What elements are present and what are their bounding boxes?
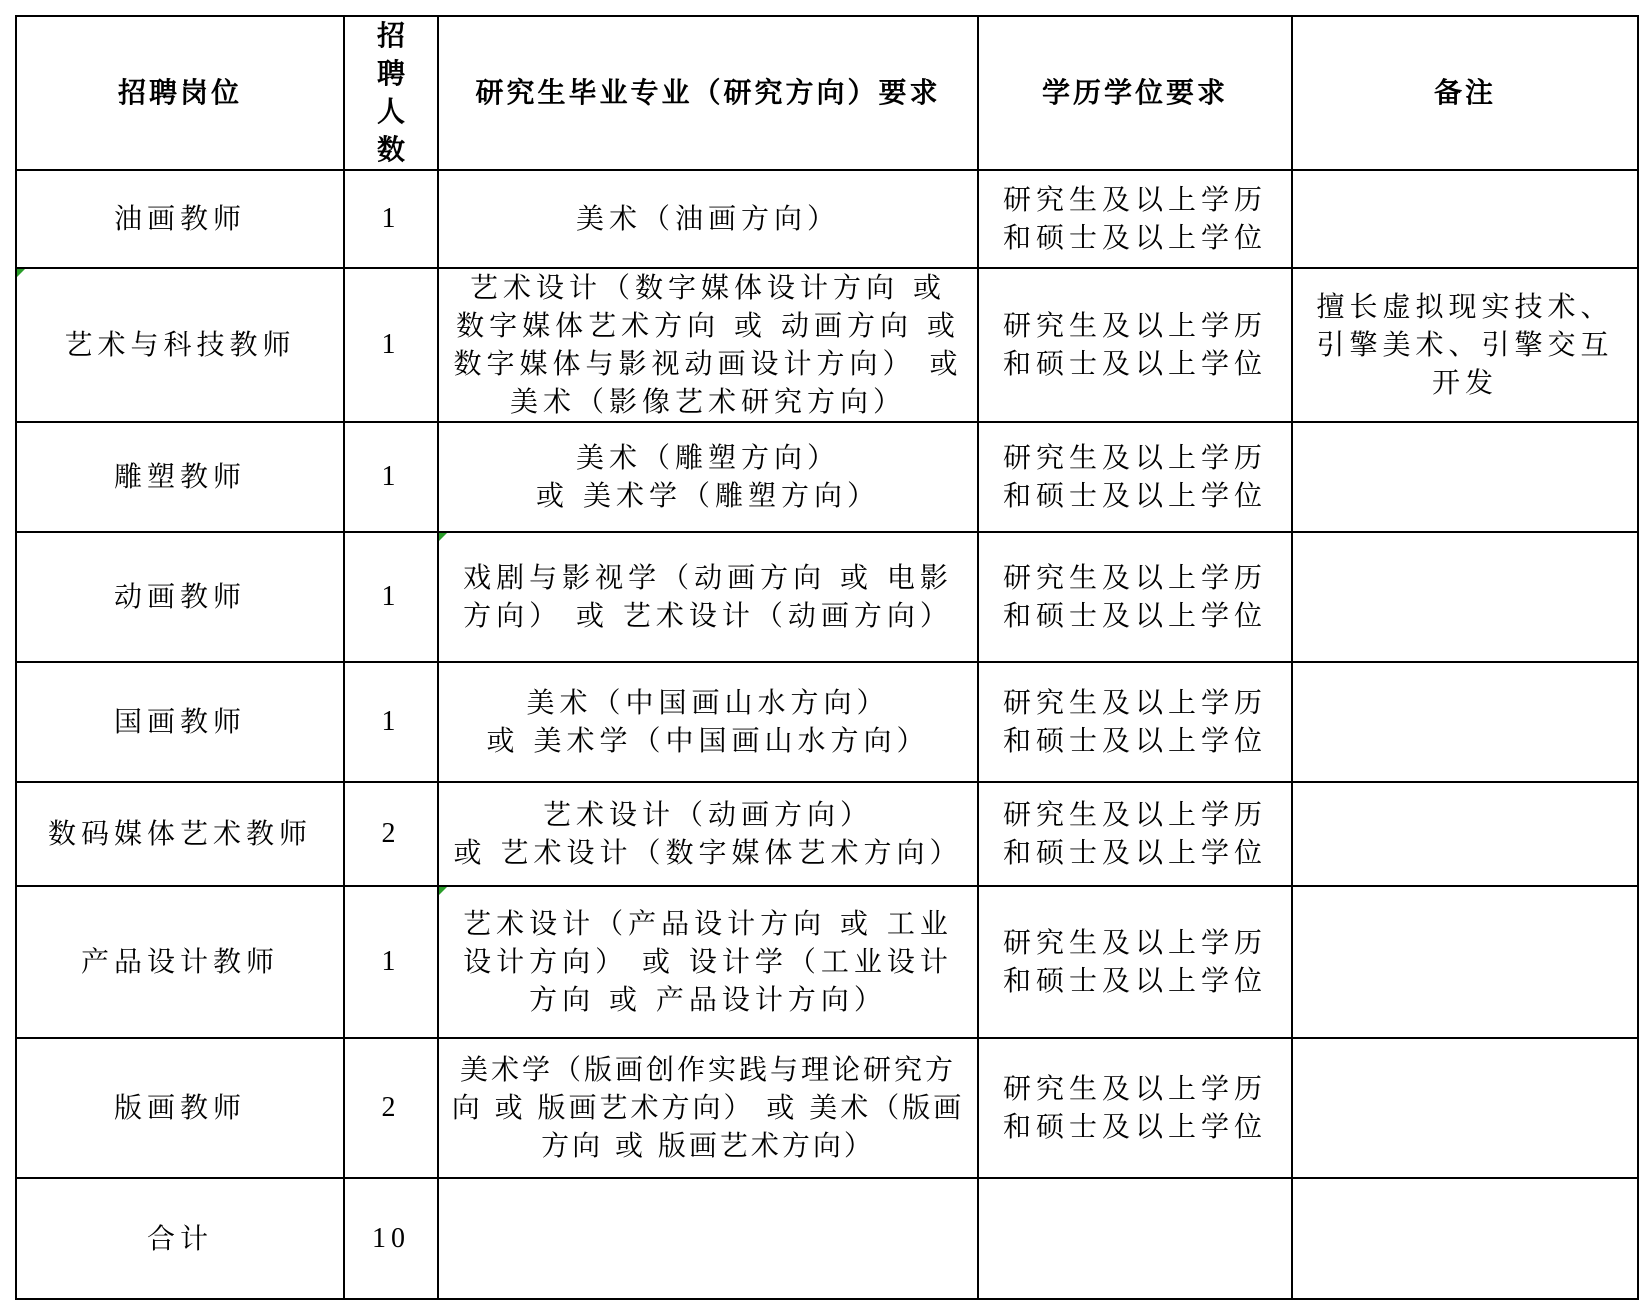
note-cell	[1292, 170, 1638, 268]
note-cell	[1292, 886, 1638, 1038]
table-row	[16, 532, 1638, 662]
position-cell: 版画教师	[16, 1038, 344, 1178]
note-cell	[1292, 662, 1638, 782]
count-cell: 2	[344, 782, 438, 886]
position-cell: 动画教师	[16, 532, 344, 662]
count-cell: 1	[344, 268, 438, 422]
count-cell: 1	[344, 662, 438, 782]
degree-cell: 研究生及以上学历和硕士及以上学位	[978, 532, 1292, 662]
major-cell: 美术（油画方向）	[438, 170, 978, 268]
table-row	[16, 422, 1638, 532]
degree-cell: 研究生及以上学历和硕士及以上学位	[978, 170, 1292, 268]
total-row	[16, 1178, 1638, 1299]
major-cell: 艺术设计（产品设计方向 或 工业设计方向） 或 设计学（工业设计方向 或 产品设计方向）	[438, 886, 978, 1038]
degree-cell: 研究生及以上学历和硕士及以上学位	[978, 662, 1292, 782]
position-cell: 国画教师	[16, 662, 344, 782]
count-cell: 1	[344, 886, 438, 1038]
empty-cell	[978, 1178, 1292, 1299]
note-cell	[1292, 1038, 1638, 1178]
empty-cell	[1292, 1178, 1638, 1299]
degree-cell: 研究生及以上学历和硕士及以上学位	[978, 268, 1292, 422]
table-row	[16, 268, 1638, 422]
position-cell: 雕塑教师	[16, 422, 344, 532]
position-cell: 油画教师	[16, 170, 344, 268]
table-row	[16, 1038, 1638, 1178]
major-cell: 戏剧与影视学（动画方向 或 电影方向） 或 艺术设计（动画方向）	[438, 532, 978, 662]
empty-cell	[438, 1178, 978, 1299]
major-cell: 艺术设计（动画方向） 或 艺术设计（数字媒体艺术方向）	[438, 782, 978, 886]
major-cell: 艺术设计（数字媒体设计方向 或 数字媒体艺术方向 或 动画方向 或 数字媒体与影视动画设计方向） 或 美术（影像艺术研究方向）	[438, 268, 978, 422]
table-row	[16, 782, 1638, 886]
recruitment-table	[15, 15, 1639, 1300]
header-count: 招聘人数	[344, 16, 438, 170]
major-cell: 美术（雕塑方向） 或 美术学（雕塑方向）	[438, 422, 978, 532]
header-position: 招聘岗位	[16, 16, 344, 170]
major-cell: 美术学（版画创作实践与理论研究方向 或 版画艺术方向） 或 美术（版画方向 或 版画艺术方向）	[438, 1038, 978, 1178]
header-row	[16, 16, 1638, 170]
position-cell: 产品设计教师	[16, 886, 344, 1038]
table-row	[16, 662, 1638, 782]
table-row	[16, 886, 1638, 1038]
table-row	[16, 170, 1638, 268]
degree-cell: 研究生及以上学历和硕士及以上学位	[978, 1038, 1292, 1178]
total-count: 10	[344, 1178, 438, 1299]
count-cell: 1	[344, 170, 438, 268]
count-cell: 2	[344, 1038, 438, 1178]
note-cell	[1292, 422, 1638, 532]
note-cell	[1292, 532, 1638, 662]
degree-cell: 研究生及以上学历和硕士及以上学位	[978, 422, 1292, 532]
count-cell: 1	[344, 422, 438, 532]
major-cell: 美术（中国画山水方向） 或 美术学（中国画山水方向）	[438, 662, 978, 782]
note-cell	[1292, 782, 1638, 886]
note-cell: 擅长虚拟现实技术、引擎美术、引擎交互开发	[1292, 268, 1638, 422]
header-major: 研究生毕业专业（研究方向）要求	[438, 16, 978, 170]
degree-cell: 研究生及以上学历和硕士及以上学位	[978, 886, 1292, 1038]
total-label: 合计	[16, 1178, 344, 1299]
degree-cell: 研究生及以上学历和硕士及以上学位	[978, 782, 1292, 886]
position-cell: 艺术与科技教师	[16, 268, 344, 422]
header-degree: 学历学位要求	[978, 16, 1292, 170]
header-note: 备注	[1292, 16, 1638, 170]
count-cell: 1	[344, 532, 438, 662]
position-cell: 数码媒体艺术教师	[16, 782, 344, 886]
